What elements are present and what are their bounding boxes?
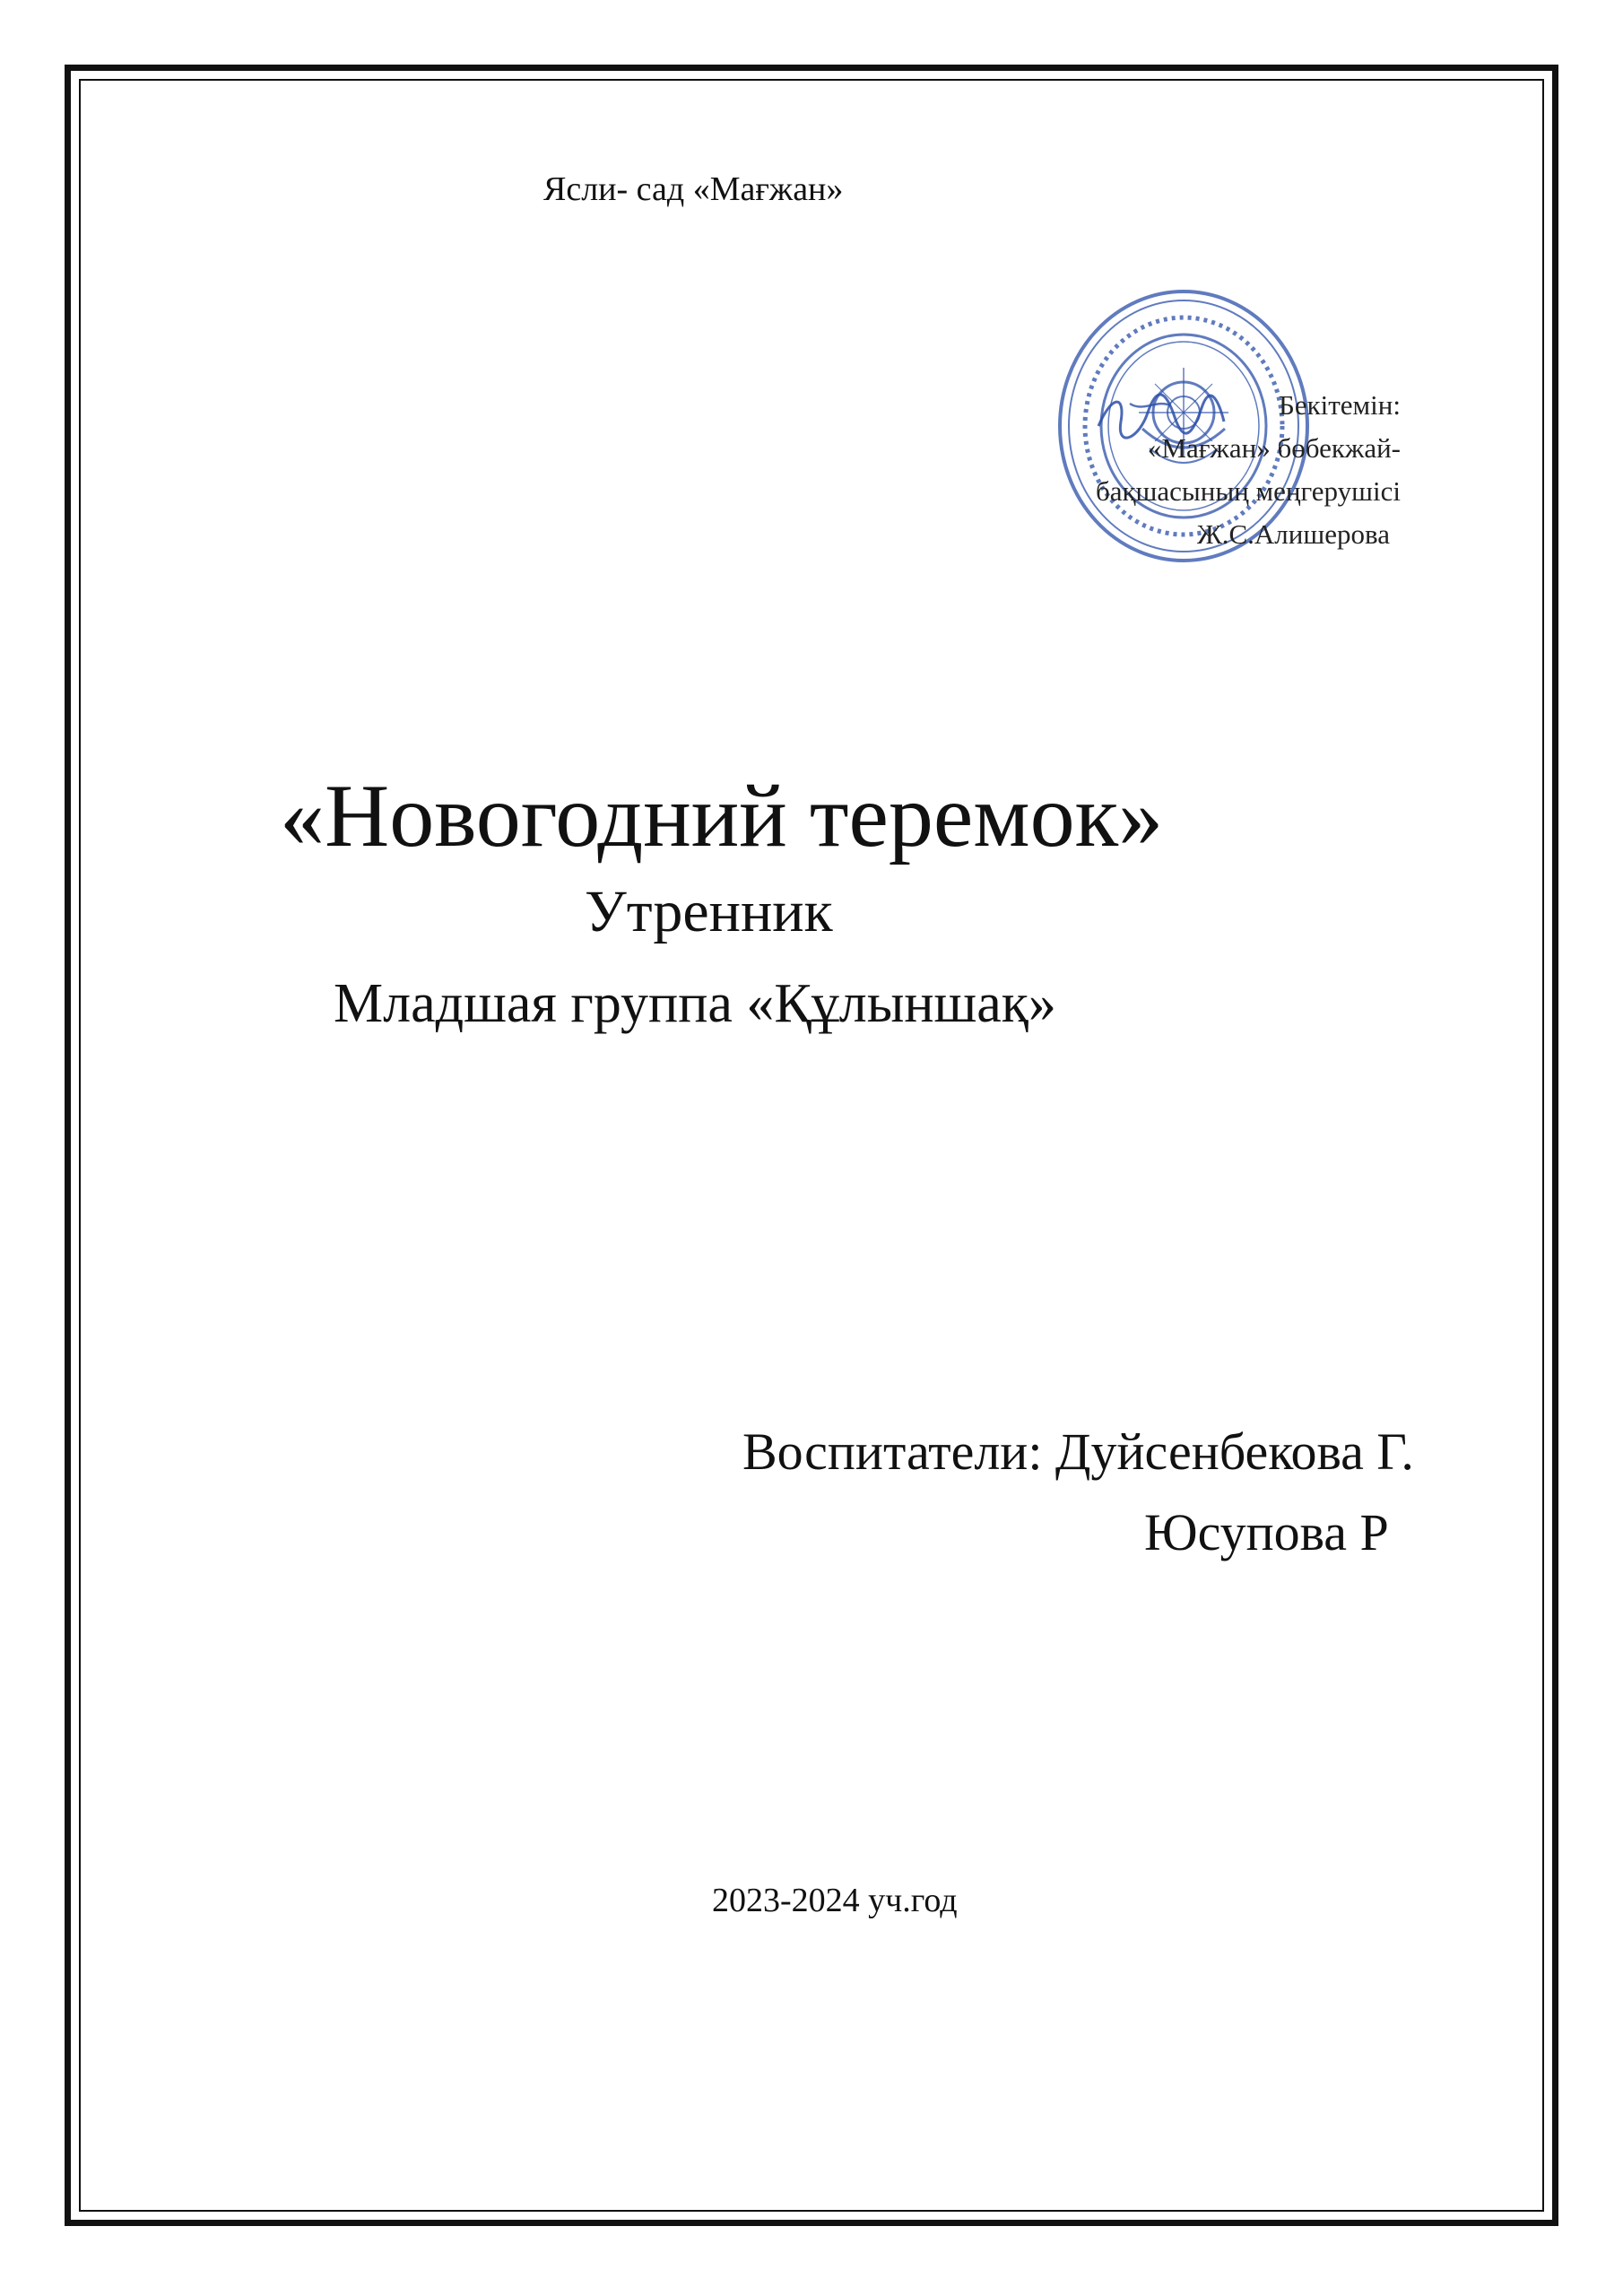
document-title: «Новогодний теремок» (280, 766, 1164, 865)
teachers-line-2: Юсупова Р (1144, 1503, 1389, 1561)
academic-year: 2023-2024 уч.год (712, 1882, 958, 1919)
organization-name: Ясли- сад «Мағжан» (543, 170, 844, 208)
approval-line-kindergarten: «Мағжан» бөбекжай- (1147, 432, 1401, 464)
group-name: Младшая группа «Құлыншақ» (334, 973, 1056, 1034)
teachers-line-1: Воспитатели: Дуйсенбекова Г. (742, 1422, 1414, 1481)
approval-line-director-name: Ж.С.Алишерова (1196, 518, 1390, 550)
approval-line-position: бақшасының меңгерушісі (1095, 475, 1401, 507)
approval-text (1031, 278, 1408, 583)
document-subtitle: Утренник (585, 879, 833, 944)
approval-stamp-block (1031, 278, 1408, 583)
approval-line-approved: Бекітемін: (1279, 389, 1401, 421)
